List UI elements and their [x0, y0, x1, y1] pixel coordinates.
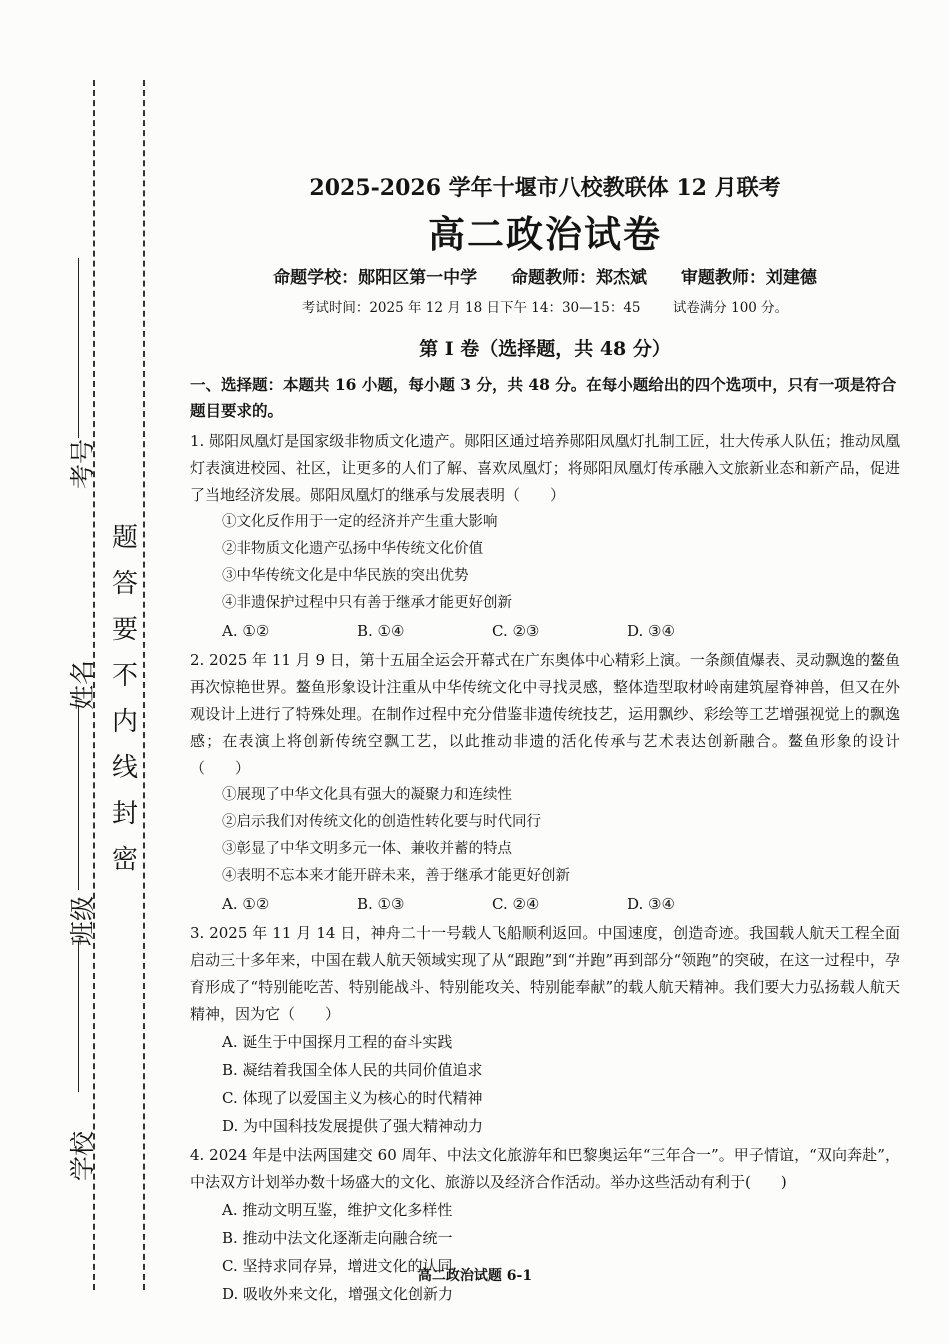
author-line [190, 262, 900, 294]
class-underline [78, 942, 79, 1092]
choice-b: B. 推动中法文化逐渐走向融合统一 [222, 1229, 453, 1247]
statement: ②启示我们对传统文化的创造性转化要与时代同行 [222, 814, 541, 830]
choice-b: B. ①④ [357, 622, 405, 640]
seal-char: 要 [111, 615, 138, 645]
choice-d: D. 为中国科技发展提供了强大精神动力 [222, 1117, 484, 1135]
exam-title: 2025-2026 学年十堰市八校教联体 12 月联考 [309, 175, 781, 201]
class-label: 班级 [68, 895, 98, 947]
name-label: 姓名 [68, 659, 98, 711]
statement: ③彰显了中华文明多元一体、兼收并蓄的特点 [222, 841, 512, 857]
full-score: 试卷满分 100 分。 [672, 300, 789, 316]
statement: ④非遗保护过程中只有善于继承才能更好创新 [222, 595, 512, 611]
school-label: 学校 [68, 1130, 98, 1182]
choice-a: A. 诞生于中国探月工程的奋斗实践 [222, 1033, 453, 1051]
choice-d: D. 吸收外来文化，增强文化创新力 [222, 1285, 454, 1303]
seal-char: 内 [111, 707, 138, 737]
choice-b: B. ①③ [357, 895, 405, 913]
question-stem: 1. 郧阳凤凰灯是国家级非物质文化遗产。郧阳区通过培养郧阳凤凰灯扎制工匠，壮大传承人队伍；推动凤凰灯表演进校园、社区，让更多的人们了解、喜欢凤凰灯；将郧阳凤凰灯传承融入文旅新业态和新产品，促进了当地经济发展。郧阳凤凰灯的继承与发展表明（ ） [190, 432, 900, 504]
choice-row [190, 617, 900, 645]
author-teacher: 命题教师：郑杰斌 [511, 268, 647, 288]
number-label: 考号 [68, 438, 98, 490]
author-school: 命题学校：郧阳区第一中学 [273, 268, 478, 288]
choice-a: A. 推动文明互鉴，维护文化多样性 [222, 1201, 453, 1219]
question-1 [190, 428, 900, 645]
choice-c: C. 坚持求同存异，增进文化的认同 [222, 1257, 453, 1275]
choice-c: C. 体现了以爱国主义为核心的时代精神 [222, 1089, 483, 1107]
statement: ①文化反作用于一定的经济并产生重大影响 [222, 514, 498, 530]
question-stem: 3. 2025 年 11 月 14 日，神舟二十一号载人飞船顺利返回。中国速度，创造奇迹。我国载人航天工程全面启动三十多年来，中国在载人航天领域实现了从“跟跑”到“并跑”再到部分“领跑”的突破，在这一过程中，孕育形成了“特别能吃苦、特别能战斗、特别能攻关、特别能奉献”的载人航天精神。我们要大力弘扬载人航天精神，因为它（ ） [190, 924, 900, 1023]
seal-char: 线 [111, 753, 138, 783]
question-3 [190, 920, 900, 1140]
name-underline [78, 705, 79, 890]
seal-char: 封 [111, 799, 138, 829]
statement: ③中华传统文化是中华民族的突出优势 [222, 568, 469, 584]
choice-grid [190, 1196, 900, 1308]
choice-grid [190, 1028, 900, 1140]
binding-margin [0, 0, 150, 1344]
statement: ①展现了中华文化具有强大的凝聚力和连续性 [222, 787, 512, 803]
question-stem: 4. 2024 年是中法两国建交 60 周年、中法文化旅游年和巴黎奥运年“三年合一”。甲子情谊，“双向奔赴”，中法双方计划举办数十场盛大的文化、旅游以及经济合作活动。举办这些活动有利于( ) [190, 1146, 900, 1191]
choice-a: A. ①② [222, 622, 270, 640]
choice-d: D. ③④ [627, 622, 675, 640]
question-2 [190, 647, 900, 918]
section-heading: 一、选择题：本题共 16 小题，每小题 3 分，共 48 分。在每小题给出的四个选项中，只有一项是符合题目要求的。 [190, 375, 897, 420]
seal-char: 密 [111, 845, 138, 875]
question-stem: 2. 2025 年 11 月 9 日，第十五届全运会开幕式在广东奥体中心精彩上演。一条颜值爆表、灵动飘逸的鳌鱼再次惊艳世界。鳌鱼形象设计注重从中华传统文化中寻找灵感，整体造型取材岭南建筑屋脊神兽，但又在外观设计上进行了特殊处理。在制作过程中充分借鉴非遗传统技艺，运用飘纱、彩绘等工艺增强视觉上的飘逸感；在表演上将创新传统空飘工艺，以此推动非遗的活化传承与艺术表达创新融合。鳌鱼形象的设计（ ） [190, 651, 900, 777]
choice-a: A. ①② [222, 895, 270, 913]
choice-b: B. 凝结着我国全体人民的共同价值追求 [222, 1061, 483, 1079]
choice-d: D. ③④ [627, 895, 675, 913]
seal-char: 题 [111, 523, 138, 553]
author-reviewer: 审题教师：刘建德 [680, 268, 817, 288]
exam-content [190, 170, 900, 1308]
seal-notice [100, 515, 150, 883]
choice-row [190, 890, 900, 918]
exam-subtitle: 高二政治试卷 [428, 212, 662, 256]
seal-char: 答 [111, 569, 138, 599]
page-footer: 高二政治试题 6-1 [417, 1268, 533, 1284]
choice-c: C. ②③ [492, 622, 540, 640]
exam-info-line [190, 294, 900, 322]
choice-c: C. ②④ [492, 895, 540, 913]
exam-time: 考试时间：2025 年 12 月 18 日下午 14：30—15：45 [301, 300, 641, 316]
statement: ④表明不忘本来才能开辟未来，善于继承才能更好创新 [222, 868, 570, 884]
seal-char: 不 [111, 661, 138, 691]
part-heading: 第 I 卷（选择题，共 48 分） [419, 338, 671, 360]
statement: ②非物质文化遗产弘扬中华传统文化价值 [222, 541, 483, 557]
number-underline [78, 258, 79, 438]
